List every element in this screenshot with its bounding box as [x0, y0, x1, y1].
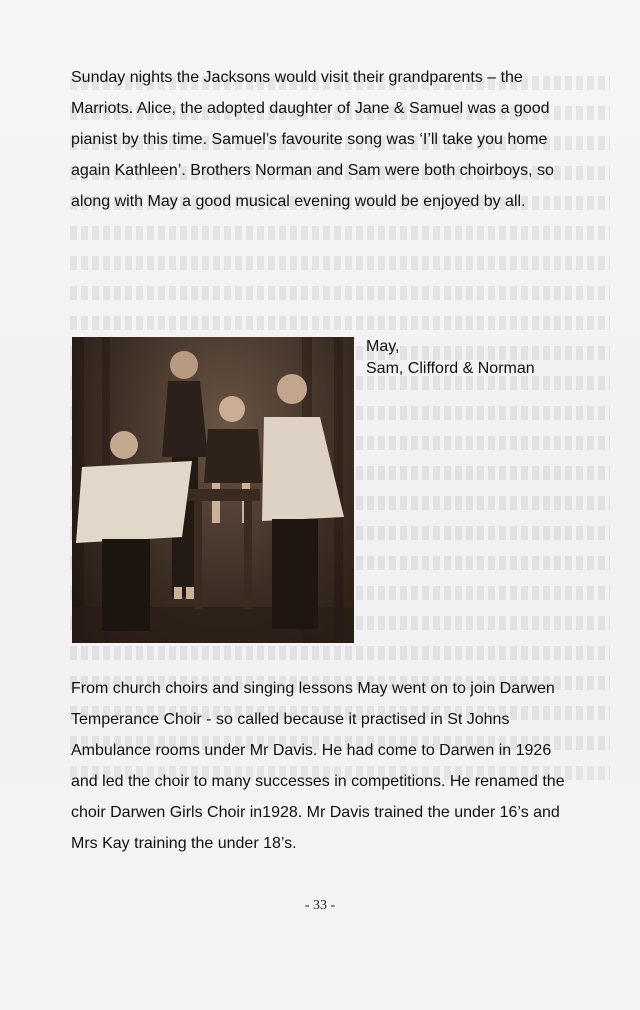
- page-number: - 33 -: [304, 898, 336, 913]
- paragraph-line: pianist by this time. Samuel’s favourite song was ‘I’ll take you home: [71, 131, 548, 148]
- family-photo: [72, 337, 354, 643]
- paragraph-line: Temperance Choir - so called because it practised in St Johns: [71, 711, 510, 728]
- paragraph-line: From church choirs and singing lessons May went on to join Darwen: [71, 680, 555, 697]
- photo-caption: [366, 336, 535, 380]
- paragraph-line: Marriots. Alice, the adopted daughter of Jane & Samuel was a good: [71, 100, 550, 117]
- paragraph-line: Ambulance rooms under Mr Davis. He had come to Darwen in 1926: [71, 742, 552, 759]
- caption-line: Sam, Clifford & Norman: [366, 360, 535, 377]
- paragraph-line: again Kathleen’. Brothers Norman and Sam were both choirboys, so: [71, 162, 554, 179]
- paragraph-line: Mrs Kay training the under 18’s.: [71, 835, 297, 852]
- paragraph-line: along with May a good musical evening would be enjoyed by all.: [71, 193, 526, 210]
- paragraph-choir: [71, 673, 616, 859]
- paragraph-line: Sunday nights the Jacksons would visit their grandparents – the: [71, 69, 523, 86]
- caption-line: May,: [366, 338, 400, 355]
- paragraph-line: choir Darwen Girls Choir in1928. Mr Davis trained the under 16’s and: [71, 804, 560, 821]
- paragraph-grandparents: [71, 62, 616, 217]
- paragraph-line: and led the choir to many successes in competitions. He renamed the: [71, 773, 565, 790]
